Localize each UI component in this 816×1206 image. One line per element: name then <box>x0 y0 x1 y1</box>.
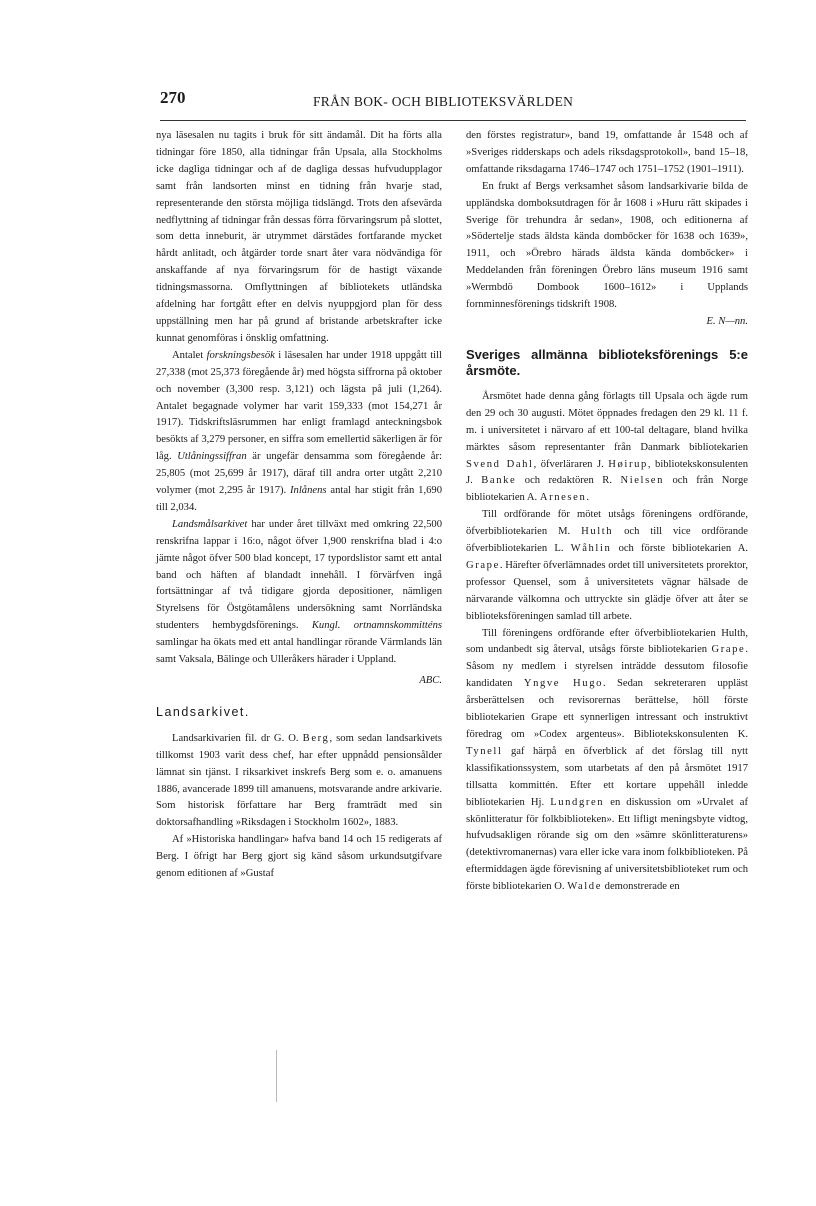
page-header <box>160 88 746 121</box>
paragraph: Landsarkivarien fil. dr G. O. Berg, som sedan landsarkivets tillkomst 1903 varit dess chef, har efter uppnådd pensionsålder lämnat sin tjänst. I riksarkivet inskrefs Berg som e. o. amanuens 1886, avancerade 1899 till amanuens, motsvarande andre arkivarie. Som historisk författare har Berg framträdt med sin doktorsafhandling »Riksdagen i Stockholm 1602», 1883. <box>156 732 442 829</box>
paragraph: Antalet forskningsbesök i läsesalen har under 1918 uppgått till 27,338 (mot 25,373 föregående år) med högsta siffrorna på oktober och november (3,300 resp. 3,121) och lägsta på juli (1,264). Antalet begagnade volymer har varit 159,333 (mot 154,271 år 1917). Tidskriftsläsrummen har enligt framlagd anteckningsbok besökts af 3,279 personer, en siffra som emellertid säkerligen är för låg. Utlåningssiffran är ungefär densamma som föregående år: 25,805 (mot 25,699 år 1917), däraf till andra orter utgått 2,210 volymer (mot 2,295 år 1917). Inlånens antal har stigit från 1,690 till 2,034. <box>156 349 442 513</box>
paragraph: Landsmålsarkivet har under året tillväxt med omkring 22,500 renskrifna lappar i 16:o, något öfver 1,900 renskrifna blad i 4:o jämte något öfver 500 blad koncept, 17 typordslistor samt ett antal band och häften af blandadt innehåll. I förvärfven ingå fortsättningar af två tidigare gjorda depositioner, nämligen Styrelsens för Östgötamålens undersökning samt Norrländska studenters hembygdsförenings. Kungl. ortnamnskommitténs samlingar ha ökats med ett antal handlingar rörande Värmlands län samt Vaksala, Bälinge och Ulleråkers härader i Uppland. <box>156 518 442 666</box>
paragraph: nya läsesalen nu tagits i bruk för sitt ändamål. Dit ha förts alla tidningar före 1850, alla tidningar från Upsala, alla Stockholms icke dagliga tidningar och af de dagliga dessas hufvudupplagor samt från landsorten minst en tidning från hvarje stad, representerande den största möjliga tidslängd. Trots den afsevärda nedflyttning af tidningar från dessas förra förvaringsrum på slottet, som detta inneburit, är utrymmet därstädes fortfarande mycket hårdt anlitadt, och åtgärder torde snart åter vara nödvändiga för anskaffande af nya förvaringsrum för de hastigt växande tidningsmassorna. Omflyttningen af bibliotekets utländska afdelning har fortgått efter en delvis nyuppgjord plan för dess uppställning men har på grund af bristande arbetskrafter icke kunnat genomföras i önsklig omfattning. <box>156 130 442 344</box>
paragraph: Årsmötet hade denna gång förlagts till Upsala och ägde rum den 29 och 30 augusti. Mötet öppnades fredagen den 29 kl. 11 f. m. i universitetet i närvaro af ett 100-tal deltagare, bland hvilka märktes såsom representanter från Danmark bibliotekarien Svend Dahl, öfverläraren J. Høirup, bibliotekskonsulenten J. Banke och redaktören R. Nielsen och från Norge bibliotekarien A. Arnesen. <box>466 390 748 504</box>
running-title: FRÅN BOK- OCH BIBLIOTEKSVÄRLDEN <box>313 94 574 109</box>
section-title: Landsarkivet. <box>156 704 250 719</box>
signature: ABC. <box>419 675 442 686</box>
right-column <box>466 128 748 896</box>
signature: E. N—nn. <box>706 315 748 327</box>
section-title: Sveriges allmänna biblioteksförenings 5:e årsmöte. <box>466 346 748 378</box>
scan-artifact-line <box>276 1050 277 1102</box>
paragraph: Af »Historiska handlingar» hafva band 14 och 15 redigerats af Berg. I öfrigt har Berg gjort sig känd såsom urkundsutgifvare genom editionen af »Gustaf <box>156 834 442 880</box>
paragraph: Till ordförande för mötet utsågs föreningens ordförande, öfverbibliotekarien M. Hulth och till vice ordförande öfverbibliotekarien L. Wåhlin och förste bibliotekarien A. Grape. Härefter öfverlämnades ordet till universitetets prorektor, professor Quensel, som å universitetets vägnar hälsade de närvarande välkomna och uttryckte sin glädje öfver att åter se biblioteksföreningen samlad till arbete. <box>466 509 748 622</box>
left-column <box>156 128 442 883</box>
page-number: 270 <box>160 88 186 107</box>
paragraph: Till föreningens ordförande efter öfverbibliotekarien Hulth, som undanbedt sig återval, utsågs förste bibliotekarien Grape. Såsom ny medlem i styrelsen inträdde dessutom filosofie kandidaten Yngve Hugo. Sedan sekreteraren uppläst årsberättelsen och revisorernas berättelse, höll förste bibliotekarien Grape ett synnerligen intressant och instruktivt föredrag om »Codex argenteus». Bibliotekskonsulenten K. Tynell gaf härpå en öfverblick af det förslag till nytt klassifikationssystem, som utarbetats af den på årsmötet 1917 tillsatta kommittén. Efter ett kortare uppehåll inledde bibliotekarien Hj. Lundgren en diskussion om »Urvalet af skönlitteratur för folkbiblioteken». Ett lifligt meningsbyte vidtog, hufvudsakligen rörande sig om den »sämre skönlitteraturens» (detektivromanernas) vara eller icke vara inom folkbiblioteken. På eftermiddagen ägde förevisning af universitetsbiblioteket rum och förste bibliotekarien O. Walde demonstrerade en <box>466 627 749 893</box>
paragraph: den förstes registratur», band 19, omfattande år 1548 och af »Sveriges ridderskaps och adels riksdagsprotokoll», band 15–18, omfattande riksdagarna 1746–1747 och 1751–1752 (1901–1911). <box>466 130 748 175</box>
paragraph: En frukt af Bergs verksamhet såsom landsarkivarie bilda de uppländska domboksutdragen för år 1608 i »Huru rätt skipades i Sverige för trehundra år sedan», 1908, och editionerna af »Södertelje stads äldsta kända dombőcker för 1638 och 1639», 1911, och »Örebro härads äldsta kända dombőcker» i Meddelanden från föreningen Örebro läns museum 1916 samt »Wermbdö Dombook 1600–1612» i Upplands fornminnesförenings tidskrift 1908. <box>466 180 748 311</box>
